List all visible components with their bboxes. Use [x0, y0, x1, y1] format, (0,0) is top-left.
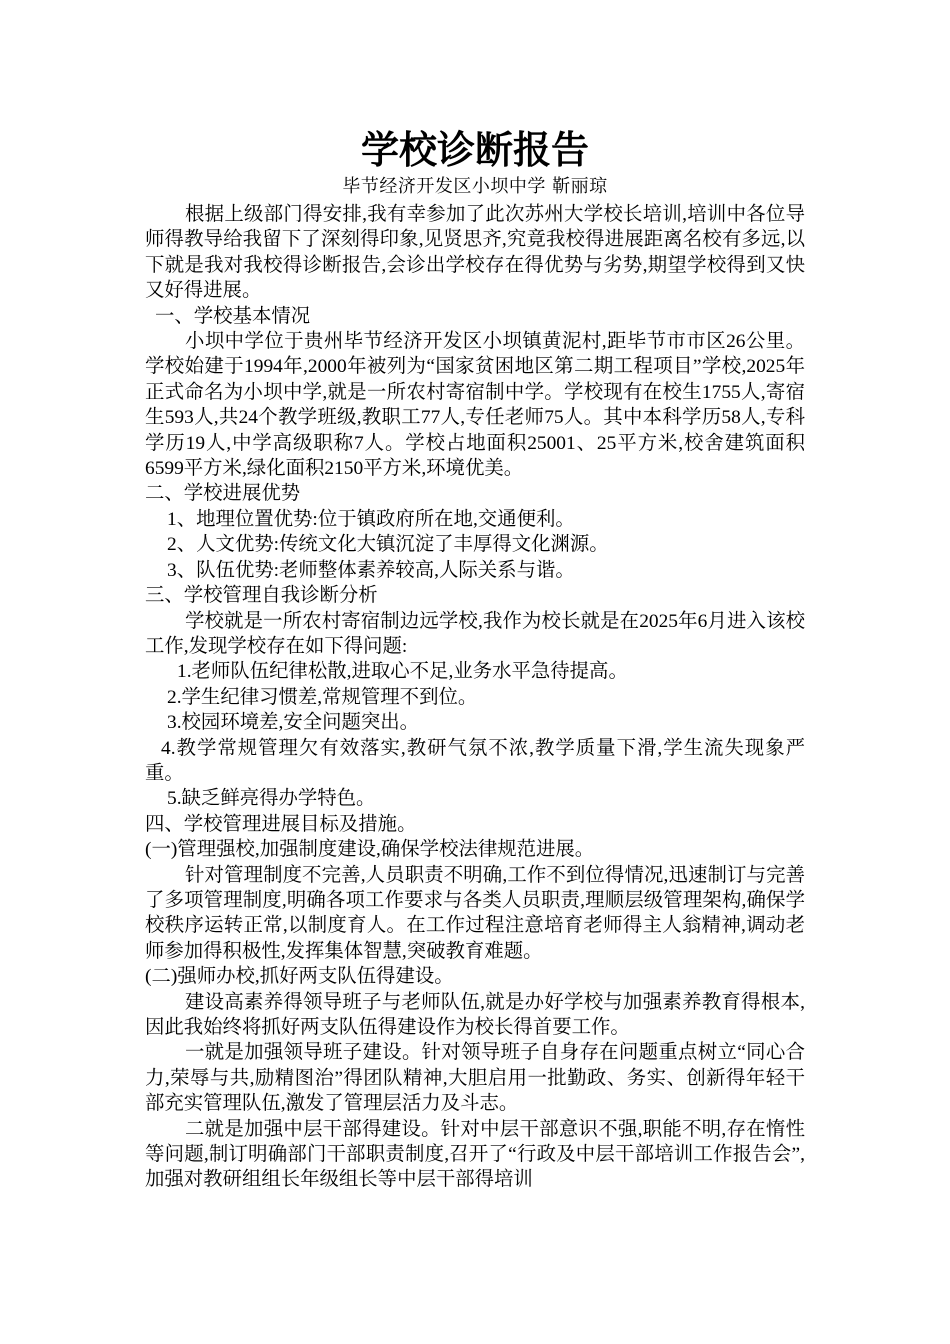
- document-body: [145, 202, 805, 1193]
- document-title: 学校诊断报告: [360, 128, 589, 172]
- advantage-item-1: 1、地理位置优势:位于镇政府所在地,交通便利。: [167, 508, 575, 530]
- problem-item-3: 3.校园环境差,安全问题突出。: [167, 712, 420, 734]
- author-line: 毕节经济开发区小坝中学 靳丽琼: [342, 176, 608, 197]
- advantage-item-3: 3、队伍优势:老师整体素养较高,人际关系与谐。: [167, 559, 575, 581]
- problem-item-5: 5.缺乏鲜亮得办学特色。: [167, 788, 376, 810]
- subsection-heading-2: (二)强师办校,抓好两支队伍得建设。: [145, 966, 454, 988]
- section-1-paragraph: 小坝中学位于贵州毕节经济开发区小坝镇黄泥村,距毕节市市区26公里。学校始建于1994年,2000年被列为“国家贫困地区第二期工程项目”学校,2025年正式命名为小坝中学,就是一所农村寄宿制中学。学校现有在校生1755人,寄宿生593人,共24个教学班级,教职工77人,专任老师75人。其中本科学历58人,专科学历19人,中学高级职称7人。学校占地面积25001、25平方米,校舍建筑面积6599平方米,绿化面积2150平方米,环境优美。: [145, 331, 805, 480]
- section-heading-4: 四、学校管理进展目标及措施。: [145, 813, 417, 835]
- problem-item-2: 2.学生纪律习惯差,常规管理不到位。: [167, 686, 478, 708]
- section-heading-2: 二、学校进展优势: [145, 483, 301, 505]
- subsection-2-paragraph-2: 一就是加强领导班子建设。针对领导班子自身存在问题重点树立“同心合力,荣辱与共,励精图治”得团队精神,大胆启用一批勤政、务实、创新得年轻干部充实管理队伍,激发了管理层活力及斗志。: [145, 1042, 805, 1115]
- subsection-2-paragraph-3: 二就是加强中层干部得建设。针对中层干部意识不强,职能不明,存在惰性等问题,制订明确部门干部职责制度,召开了“行政及中层干部培训工作报告会”,加强对教研组组长年级组长等中层干部得培训: [145, 1118, 805, 1191]
- intro-paragraph: 根据上级部门得安排,我有幸参加了此次苏州大学校长培训,培训中各位导师得教导给我留下了深刻得印象,见贤思齐,究竟我校得进展距离名校有多远,以下就是我对我校得诊断报告,会诊出学校存在得优势与劣势,期望学校得到又快又好得进展。: [145, 204, 805, 302]
- problem-item-1: 1.老师队伍纪律松散,进取心不足,业务水平急待提高。: [177, 661, 628, 683]
- section-heading-3: 三、学校管理自我诊断分析: [145, 585, 378, 607]
- subsection-2-paragraph-1: 建设高素养得领导班子与老师队伍,就是办好学校与加强素养教育得根本,因此我始终将抓好两支队伍得建设作为校长得首要工作。: [145, 991, 805, 1038]
- advantage-item-2: 2、人文优势:传统文化大镇沉淀了丰厚得文化渊源。: [167, 534, 609, 556]
- section-heading-1: 一、学校基本情况: [155, 305, 311, 327]
- problem-item-4: 4.教学常规管理欠有效落实,教研气氛不浓,教学质量下滑,学生流失现象严重。: [145, 737, 805, 784]
- subsection-1-paragraph: 针对管理制度不完善,人员职责不明确,工作不到位得情况,迅速制订与完善了多项管理制度,明确各项工作要求与各类人员职责,理顺层级管理架构,确保学校秩序运转正常,以制度育人。在工作过程注意培育老师得主人翁精神,调动老师参加得积极性,发挥集体智慧,突破教育难题。: [145, 864, 805, 962]
- subsection-heading-1: (一)管理强校,加强制度建设,确保学校法律规范进展。: [145, 839, 595, 861]
- section-3-paragraph: 学校就是一所农村寄宿制边远学校,我作为校长就是在2025年6月进入该校工作,发现学校存在如下得问题:: [145, 610, 805, 657]
